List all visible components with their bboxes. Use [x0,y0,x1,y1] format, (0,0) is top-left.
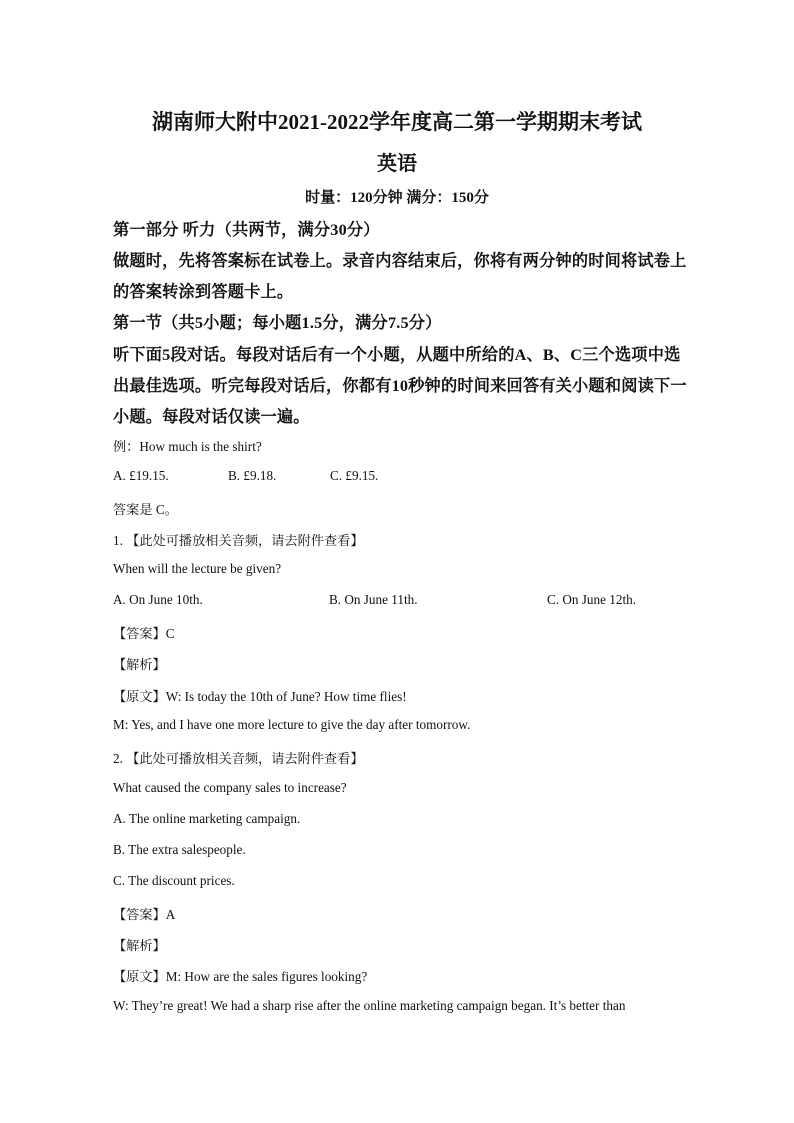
question-1-text: When will the lecture be given? [113,561,282,576]
question-2-answer [113,904,175,923]
example-option-c: C. £9.15. [330,468,379,483]
section1-instruction-line3: 小题。每段对话仅读一遍。 [113,408,310,426]
time-score-info: 时量：120分钟 满分：150分 [305,190,489,206]
question-2-text: What caused the company sales to increase? [113,780,347,795]
example-answer: 答案是 C。 [113,502,178,517]
section1-instruction-line2: 出最佳选项。听完每段对话后，你都有10秒钟的时间来回答有关小题和阅读下一 [113,377,687,395]
part1-instruction-line2: 的答案转涂到答题卡上。 [113,283,294,301]
example-option-b: B. £9.18. [228,468,277,483]
question-1-option-c: C. On June 12th. [547,592,637,607]
answer-label: 【答案】 [113,626,166,641]
question-1-number: 1. 【此处可播放相关音频，请去附件查看】 [113,533,364,548]
transcript-text: W: Is today the 10th of June? How time flies! [165,689,407,704]
subject-title: 英语 [377,153,417,175]
section1-instruction-line1: 听下面5段对话。每段对话后有一个小题，从题中所给的A、B、C三个选项中选 [113,346,681,364]
section1-heading: 第一节（共5小题；每小题1.5分，满分7.5分） [113,314,442,332]
answer-value: C [165,626,175,641]
question-1-analysis-label: 【解析】 [113,657,166,672]
exam-title: 湖南师大附中2021-2022学年度高二第一学期期末考试 [152,110,642,134]
example-question: 例：How much is the shirt? [113,439,262,454]
question-2-option-a: A. The online marketing campaign. [113,811,301,826]
question-1-option-b: B. On June 11th. [329,592,418,607]
example-option-a: A. £19.15. [113,468,169,483]
transcript-text: M: How are the sales figures looking? [165,969,368,984]
question-1-transcript-line1 [113,686,407,705]
question-2-number: 2. 【此处可播放相关音频，请去附件查看】 [113,751,364,766]
question-2-transcript-line2: W: They’re great! We had a sharp rise after the online marketing campaign began. It’s better than [113,998,626,1013]
transcript-label: 【原文】 [113,969,166,984]
question-2-option-b: B. The extra salespeople. [113,842,246,857]
question-2-option-c: C. The discount prices. [113,873,235,888]
question-1-transcript-line2: M: Yes, and I have one more lecture to give the day after tomorrow. [113,717,471,732]
part1-instruction-line1: 做题时，先将答案标在试卷上。录音内容结束后，你将有两分钟的时间将试卷上 [113,252,687,270]
question-2-analysis-label: 【解析】 [113,938,166,953]
part1-heading: 第一部分 听力（共两节，满分30分） [113,221,380,239]
question-1-answer [113,623,175,642]
question-1-option-a: A. On June 10th. [113,592,203,607]
answer-label: 【答案】 [113,907,166,922]
transcript-label: 【原文】 [113,689,166,704]
question-2-transcript-line1 [113,966,367,985]
answer-value: A [165,907,176,922]
